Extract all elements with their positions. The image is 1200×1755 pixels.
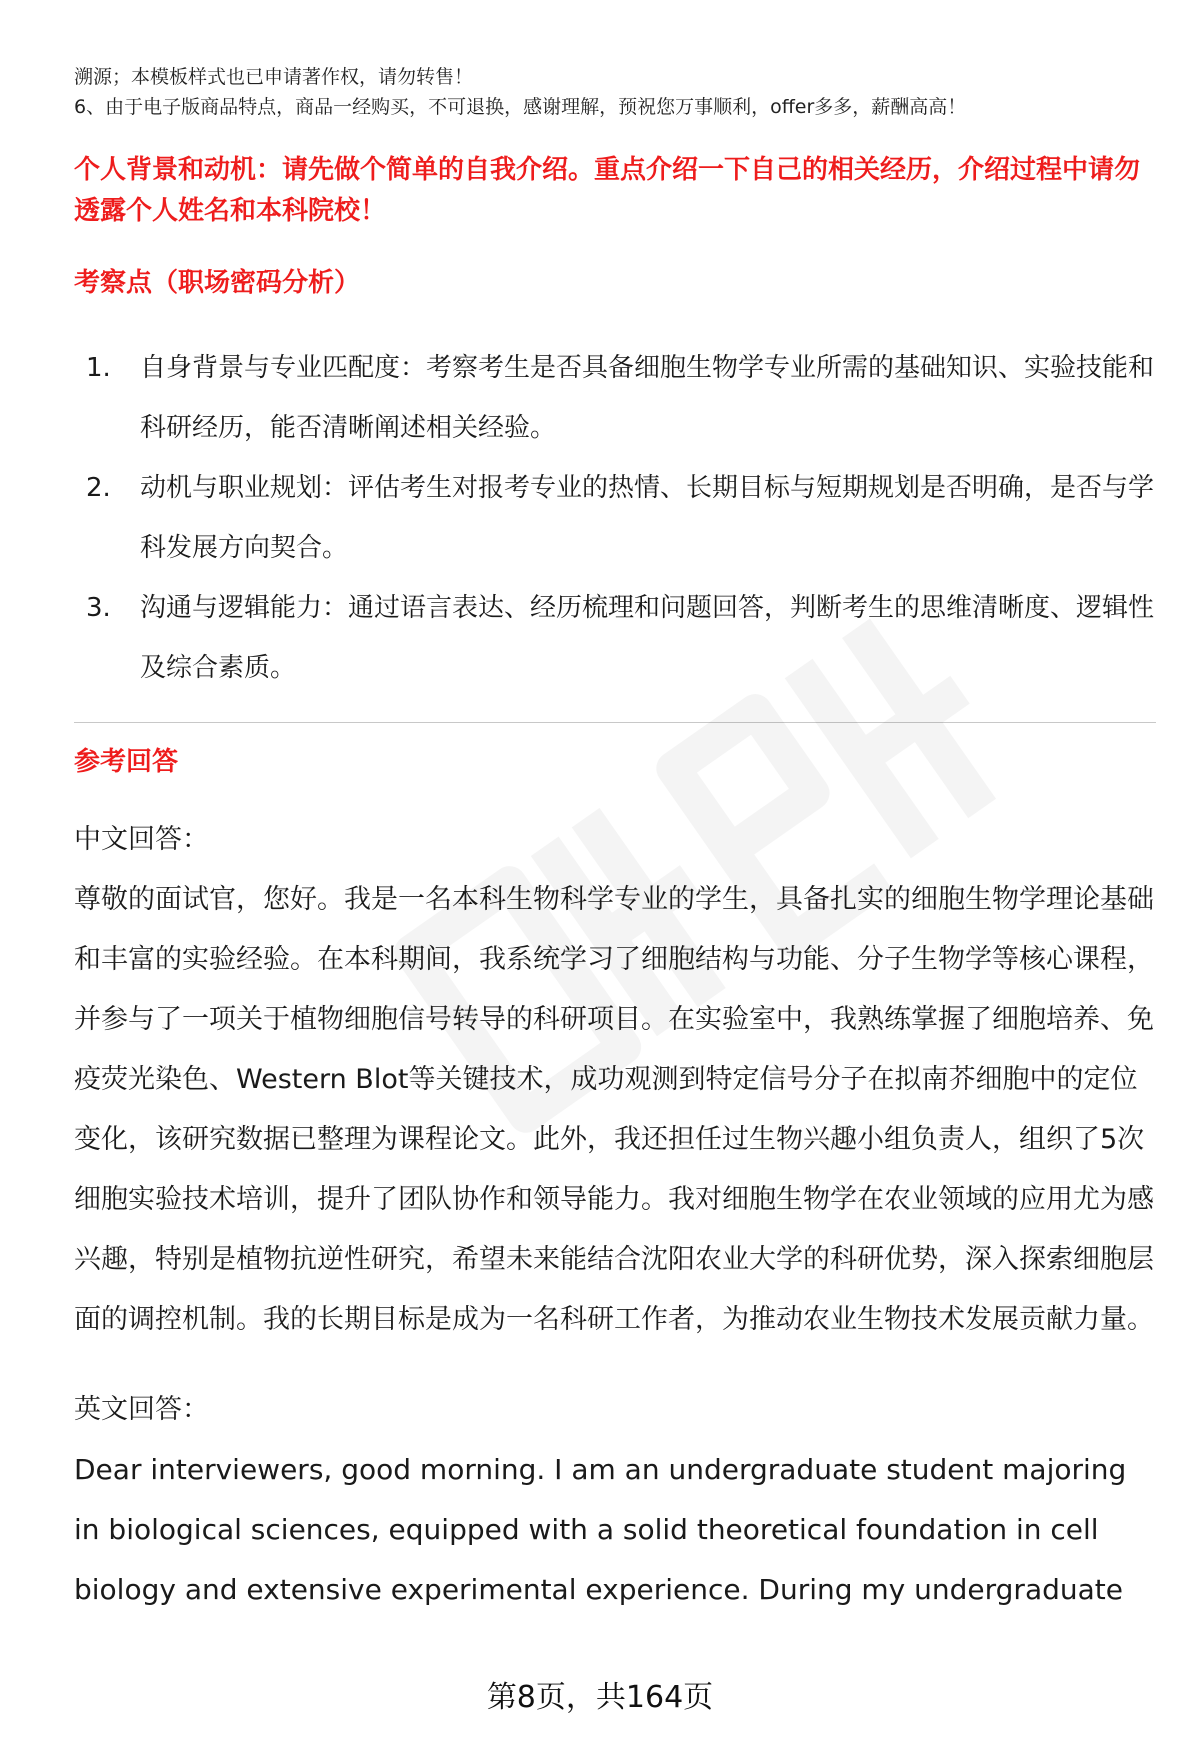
english-answer-text: Dear interviewers, good morning. I am an undergraduate student majoring in biological sciences, equipped with a solid theoretical foundation in cell biology and extensive experimental experience. During my undergraduate — [74, 1453, 1127, 1606]
chinese-answer-text: 尊敬的面试官，您好。我是一名本科生物科学专业的学生，具备扎实的细胞生物学理论基础和丰富的实验经验。在本科期间，我系统学习了细胞结构与功能、分子生物学等核心课程，并参与了一项关于植物细胞信号转导的科研项目。在实验室中，我熟练掌握了细胞培养、免疫荧光染色、Western Blot等关键技术，成功观测到特定信号分子在拟南芥细胞中的定位变化，该研究数据已整理为课程论文。此外，我还担任过生物兴趣小组负责人，组织了5次细胞实验技术培训，提升了团队协作和领导能力。我对细胞生物学在农业领域的应用尤为感兴趣，特别是植物抗逆性研究，希望未来能结合沈阳农业大学的科研优势，深入探索细胞层面的调控机制。我的长期目标是成为一名科研工作者，为推动农业生物技术发展贡献力量。 — [74, 884, 1154, 1335]
answer-block — [74, 810, 1154, 1620]
spacer — [74, 1350, 1154, 1380]
list-text: 自身背景与专业匹配度：考察考生是否具备细胞生物学专业所需的基础知识、实验技能和科研经历，能否清晰阐述相关经验。 — [140, 353, 1155, 443]
list-item — [74, 578, 1154, 698]
document-page — [74, 0, 1155, 1606]
section-divider — [74, 722, 1156, 723]
list-number: 2. — [86, 473, 111, 503]
question-heading: 个人背景和动机：请先做个简单的自我介绍。重点介绍一下自己的相关经历，介绍过程中请勿透露个人姓名和本科院校！ — [74, 155, 1141, 226]
key-points-list — [74, 338, 1154, 698]
reference-heading: 参考回答 — [74, 747, 179, 777]
list-item — [74, 338, 1154, 458]
list-text: 动机与职业规划：评估考生对报考专业的热情、长期目标与短期规划是否明确，是否与学科发展方向契合。 — [140, 473, 1155, 563]
list-text: 沟通与逻辑能力：通过语言表达、经历梳理和问题回答，判断考生的思维清晰度、逻辑性及综合素质。 — [140, 593, 1155, 683]
list-item — [74, 458, 1154, 578]
list-number: 1. — [86, 353, 111, 383]
notice-block — [74, 0, 1154, 122]
english-answer-label: 英文回答： — [74, 1394, 209, 1425]
page-footer: 第8页，共164页 — [486, 1680, 714, 1715]
notice-line-1: 溯源；本模板样式也已申请著作权，请勿转售！ — [74, 66, 474, 88]
list-number: 3. — [86, 593, 111, 623]
chinese-answer-label: 中文回答： — [74, 824, 209, 855]
key-points-heading: 考察点（职场密码分析） — [74, 268, 361, 298]
notice-line-2: 6、由于电子版商品特点，商品一经购买，不可退换，感谢理解，预祝您万事顺利，offer多多，薪酬高高！ — [74, 96, 967, 118]
